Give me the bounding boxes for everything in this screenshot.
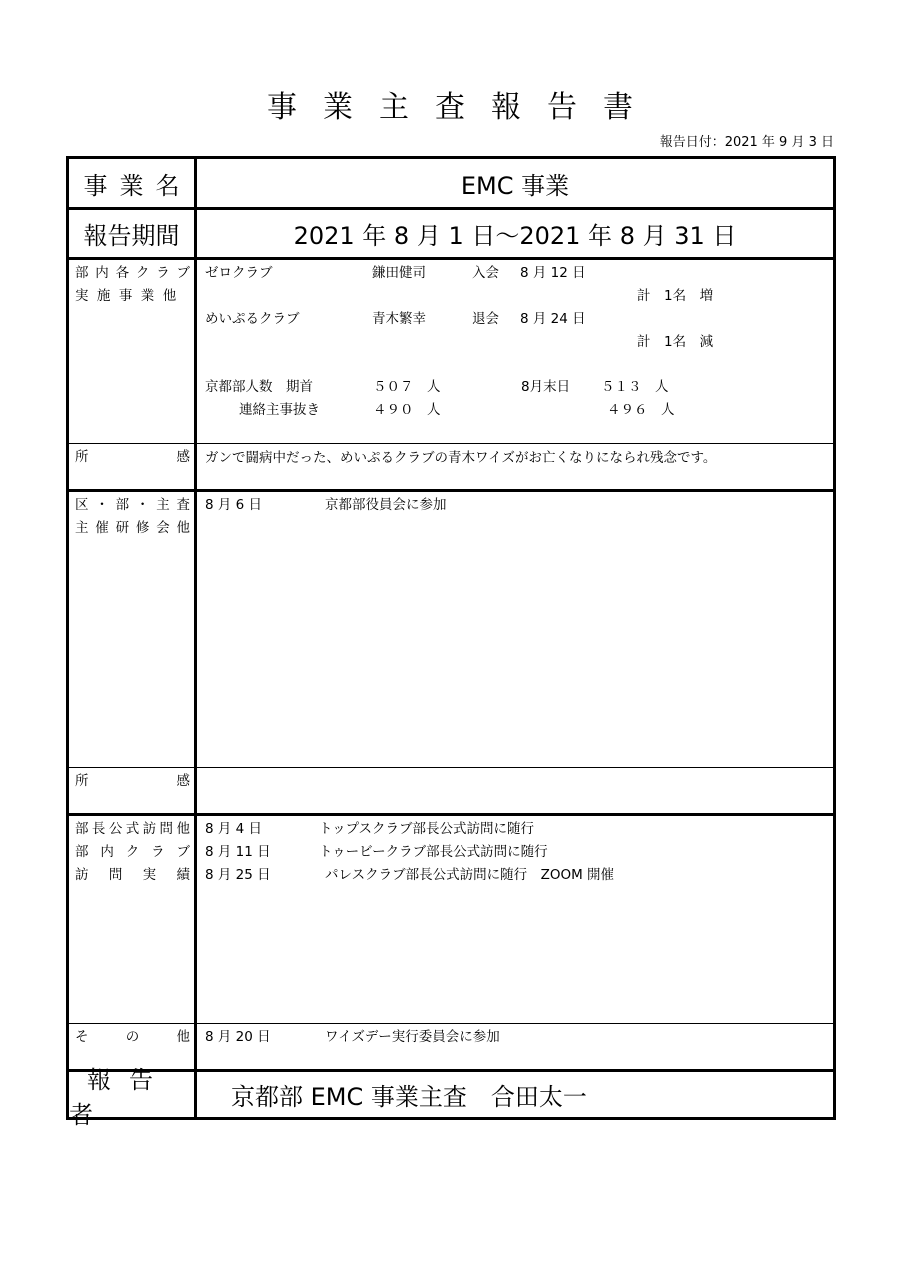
club-activities-label-line1: 部 内 各 ク ラ ブ	[75, 265, 190, 281]
impression2-text	[197, 768, 833, 813]
report-date: 報告日付：2021 年 9 月 3 日	[659, 135, 834, 150]
stats-end-count-excl: ４９６ 人	[607, 402, 675, 418]
stats-end-label: 8月末日	[521, 379, 571, 395]
event-date: 8 月 6 日	[205, 497, 263, 513]
district-events-content	[197, 492, 833, 767]
official-visits-label-line1: 部 長 公 式 訪 問 他	[75, 821, 190, 837]
member-club: めいぷるクラブ	[205, 311, 300, 327]
official-visits-row	[69, 816, 833, 1024]
report-period-value: 2021 年 8 月 1 日～2021 年 8 月 31 日	[293, 222, 737, 250]
district-events-label-line2: 主 催 研 修 会 他	[75, 520, 190, 536]
stats-start-count-excl: ４９０ 人	[373, 402, 441, 418]
impression1-text: ガンで闘病中だった、めいぷるクラブの青木ワイズがお亡くなりになられ残念です。	[205, 450, 717, 466]
official-visits-label	[69, 816, 197, 1023]
official-visits-content	[197, 816, 833, 1023]
visit-text: パレスクラブ部長公式訪問に随行 ZOOM 開催	[325, 867, 615, 883]
other-label: そ の 他	[75, 1029, 190, 1045]
impression2-label: 所 感	[75, 773, 190, 789]
member-club: ゼロクラブ	[205, 265, 273, 281]
business-name-value: EMC 事業	[460, 171, 570, 200]
official-visits-label-line3: 訪 問 実 績	[75, 867, 190, 883]
club-activities-label	[69, 260, 197, 443]
business-name-label: 事業名	[69, 159, 197, 207]
official-visits-label-line2: 部 内 ク ラ ブ	[75, 844, 190, 860]
other-text: ワイズデー実行委員会に参加	[325, 1029, 500, 1045]
report-form	[66, 156, 836, 1129]
member-name: 鎌田健司	[372, 265, 426, 281]
visit-text: トゥービークラブ部長公式訪問に随行	[319, 844, 548, 860]
reporter-label: 報告者	[69, 1072, 197, 1117]
visit-date: 8 月 25 日	[205, 867, 271, 883]
stats-label-excl: 連絡主事抜き	[239, 402, 320, 418]
stats-start-count: ５０７ 人	[373, 379, 441, 395]
member-name: 青木繁幸	[372, 311, 426, 327]
member-date: 8 月 24 日	[520, 311, 586, 327]
club-activities-label-line2: 実 施 事 業 他	[75, 288, 177, 304]
member-total: 計 1名 増	[637, 288, 714, 304]
other-content	[197, 1024, 833, 1069]
district-events-row	[69, 492, 833, 768]
club-activities-content	[197, 260, 833, 443]
impression2-row	[69, 768, 833, 816]
business-name-row	[69, 159, 833, 210]
district-events-label	[69, 492, 197, 767]
reporter-row	[69, 1065, 833, 1129]
visit-text: トップスクラブ部長公式訪問に随行	[319, 821, 535, 837]
other-date: 8 月 20 日	[205, 1029, 271, 1045]
report-period-row	[69, 210, 833, 260]
district-events-label-line1: 区 ・ 部 ・ 主 査	[75, 497, 190, 513]
impression1-row	[69, 444, 833, 492]
stats-label-start: 京都部人数 期首	[205, 379, 313, 395]
stats-end-count: ５１３ 人	[601, 379, 669, 395]
visit-date: 8 月 11 日	[205, 844, 271, 860]
reporter-value: 京都部 EMC 事業主査 合田太一	[231, 1083, 587, 1111]
impression1-label: 所 感	[75, 449, 190, 465]
member-total: 計 1名 減	[637, 334, 714, 350]
event-text: 京都部役員会に参加	[325, 497, 447, 513]
member-event: 退会	[472, 311, 499, 327]
visit-date: 8 月 4 日	[205, 821, 263, 837]
member-date: 8 月 12 日	[520, 265, 586, 281]
document-title: 事業主査報告書	[267, 90, 659, 125]
report-period-label: 報告期間	[69, 210, 197, 257]
club-activities-row	[69, 260, 833, 444]
member-event: 入会	[472, 265, 499, 281]
